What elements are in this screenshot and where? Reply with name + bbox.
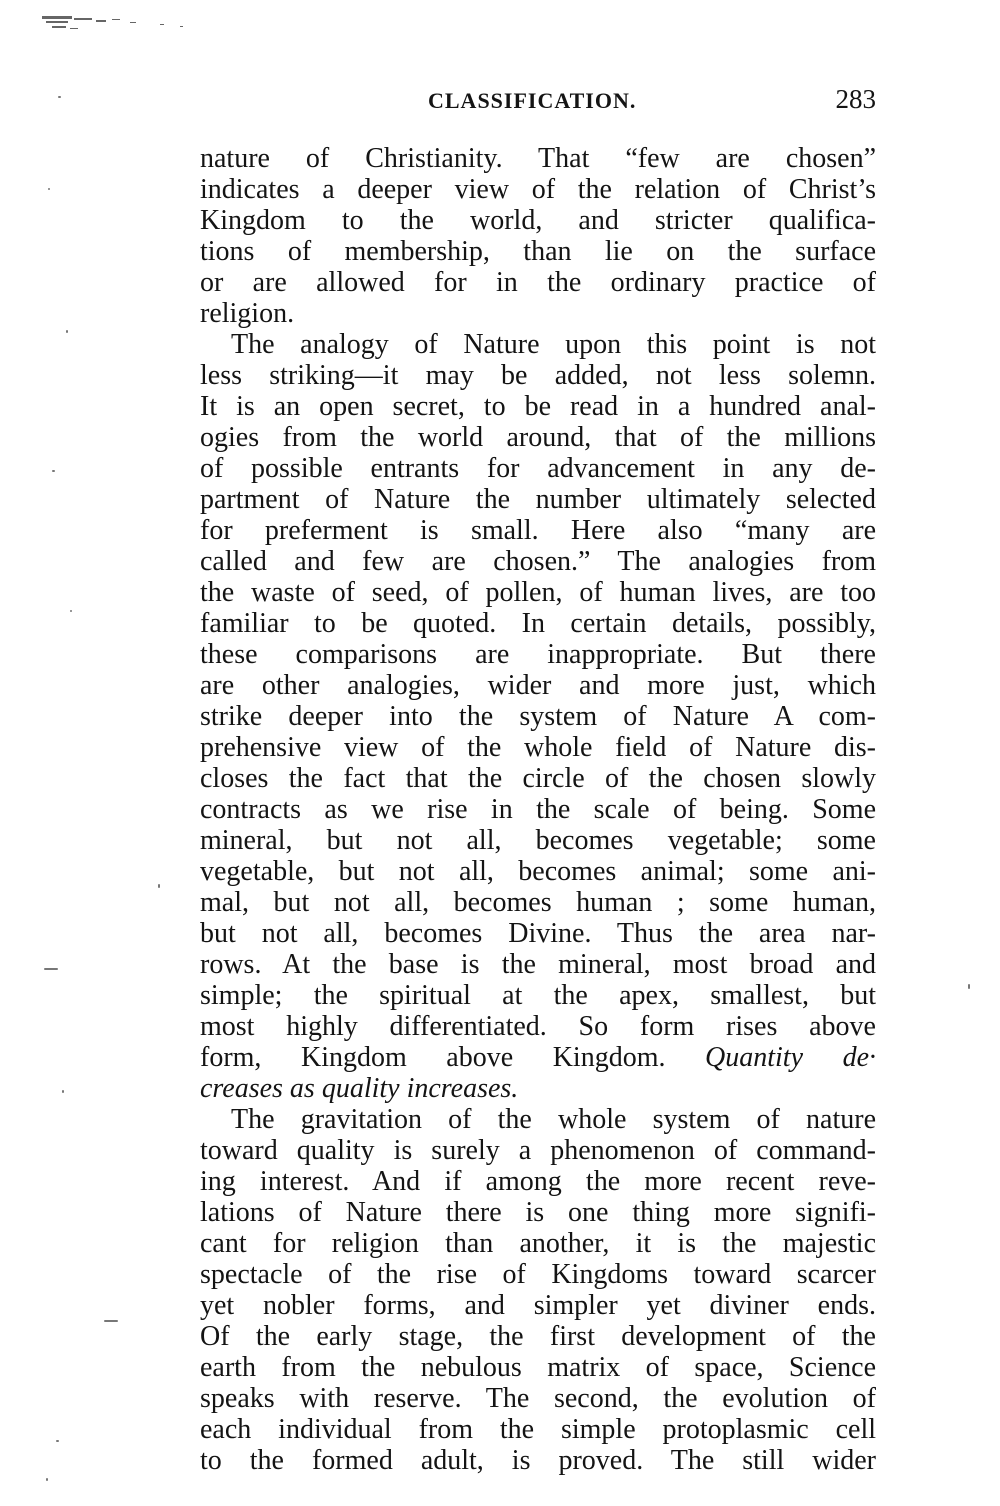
text-line: religion. (200, 298, 295, 329)
text-line: but not all, becomes Divine. Thus the area nar- (200, 918, 876, 949)
scan-noise (40, 10, 210, 40)
scan-speck (52, 470, 55, 472)
scan-speck (968, 984, 970, 989)
scan-speck (70, 610, 72, 612)
scan-speck (48, 188, 50, 190)
text-line: It is an open secret, to be read in a hundred anal- (200, 391, 876, 422)
text-line: called and few are chosen.” The analogies from (200, 546, 876, 577)
text-line: yet nobler forms, and simpler yet diviner ends. (200, 1290, 876, 1321)
text-line: Kingdom to the world, and stricter qualifica- (200, 205, 876, 236)
text-line: tions of membership, than lie on the surface (200, 236, 876, 267)
text-line: vegetable, but not all, becomes animal; some ani- (200, 856, 876, 887)
text-line: strike deeper into the system of Nature A com- (200, 701, 876, 732)
text-line: rows. At the base is the mineral, most broad and (200, 949, 876, 980)
emphasis-run: Quantity de· (705, 1042, 876, 1073)
text-line: ing interest. And if among the more recent reve- (200, 1166, 876, 1197)
text-line: prehensive view of the whole field of Nature dis- (200, 732, 876, 763)
emphasis-line: creases as quality increases. (200, 1073, 519, 1104)
text-line: closes the fact that the circle of the chosen slowly (200, 763, 876, 794)
text-line: these comparisons are inappropriate. But there (200, 639, 876, 670)
text-line: Of the early stage, the first development of the (200, 1321, 876, 1352)
scan-speck (44, 968, 58, 970)
text-line: are other analogies, wider and more just, which (200, 670, 876, 701)
text-line: nature of Christianity. That “few are chosen” (200, 143, 876, 174)
text-line: earth from the nebulous matrix of space, Science (200, 1352, 876, 1383)
text-run: form, Kingdom above Kingdom. (200, 1042, 666, 1073)
running-head (200, 84, 876, 120)
paragraph-start-line: The gravitation of the whole system of nature (231, 1104, 876, 1135)
paragraph-start-line: The analogy of Nature upon this point is not (231, 329, 876, 360)
text-line (200, 1042, 876, 1073)
scan-speck (158, 884, 160, 888)
text-line: toward quality is surely a phenomenon of command- (200, 1135, 876, 1166)
scan-speck (46, 1478, 48, 1481)
text-line: speaks with reserve. The second, the evolution of (200, 1383, 876, 1414)
text-line: simple; the spiritual at the apex, smallest, but (200, 980, 876, 1011)
body-text (200, 143, 876, 1476)
scan-speck (62, 1090, 64, 1093)
text-line: the waste of seed, of pollen, of human lives, are too (200, 577, 876, 608)
page-number: 283 (835, 84, 876, 114)
text-line: contracts as we rise in the scale of being. Some (200, 794, 876, 825)
text-line: to the formed adult, is proved. The still wider (200, 1445, 876, 1476)
scan-speck (56, 1440, 59, 1442)
text-line: or are allowed for in the ordinary practice of (200, 267, 876, 298)
text-line: familiar to be quoted. In certain details, possibly, (200, 608, 876, 639)
scan-speck (104, 1320, 118, 1322)
text-line: for preferment is small. Here also “many are (200, 515, 876, 546)
text-line: lations of Nature there is one thing more signifi- (200, 1197, 876, 1228)
text-line: partment of Nature the number ultimately selected (200, 484, 876, 515)
text-line: most highly differentiated. So form rises above (200, 1011, 876, 1042)
text-line: each individual from the simple protoplasmic cell (200, 1414, 876, 1445)
text-line: cant for religion than another, it is the majestic (200, 1228, 876, 1259)
text-line: ogies from the world around, that of the millions (200, 422, 876, 453)
text-line: mal, but not all, becomes human ; some human, (200, 887, 876, 918)
text-line: spectacle of the rise of Kingdoms toward scarcer (200, 1259, 876, 1290)
text-line: mineral, but not all, becomes vegetable; some (200, 825, 876, 856)
scan-speck (58, 96, 61, 98)
text-line: indicates a deeper view of the relation of Christ’s (200, 174, 876, 205)
text-line: of possible entrants for advancement in any de- (200, 453, 876, 484)
scan-speck (66, 330, 68, 333)
text-line: less striking—it may be added, not less solemn. (200, 360, 876, 391)
running-title: CLASSIFICATION. (428, 88, 637, 113)
